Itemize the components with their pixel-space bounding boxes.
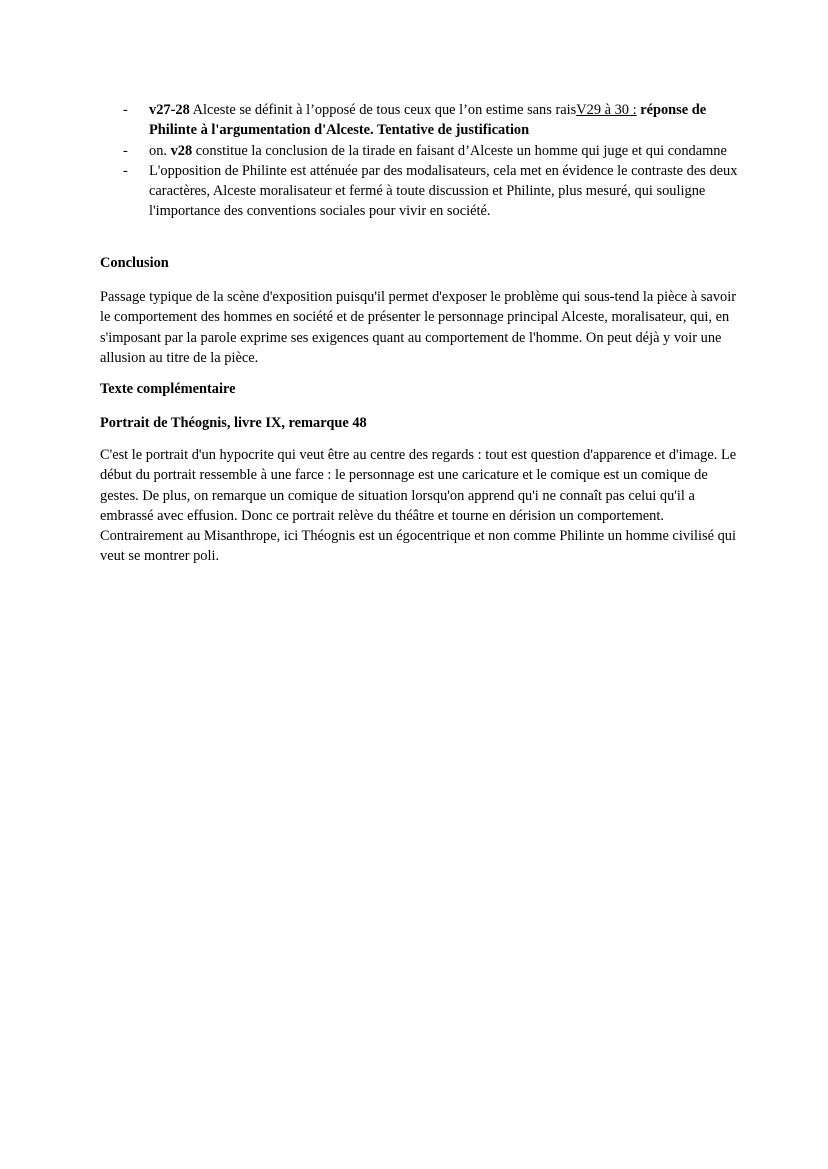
bullet-marker: - — [123, 102, 128, 118]
complementary-heading: Texte complémentaire — [100, 381, 236, 397]
bullet-text: constitue la conclusion de la tirade en faisant d’Alceste un homme qui juge et qui condamne — [192, 142, 727, 159]
conclusion-paragraph: Passage typique de la scène d'exposition puisqu'il permet d'exposer le problème qui sous-tend la pièce à savoir le comportement des hommes en société et de présenter le personnage principal Alceste, moralisateur, qui, en s'imposant par la parole exprime ses exigences quant au comportement de l'homme. On peut déjà y voir une allusion au titre de la pièce. — [100, 289, 736, 366]
list-item — [120, 141, 740, 161]
bullet-bold-text: réponse de Philinte à l'argumentation d'Alceste. Tentative de justification — [149, 102, 707, 139]
portrait-subheading: Portrait de Théognis, livre IX, remarque 48 — [100, 415, 367, 431]
bullet-text: Alceste se définit à l’opposé de tous ceux que l’on estime sans rais — [189, 102, 577, 118]
portrait-paragraph: C'est le portrait d'un hypocrite qui veut être au centre des regards : tout est question d'apparence et d'image. Le début du portrait ressemble à une farce : le personnage est une caricature et le comique est un comique de gestes. De plus, on remarque un comique de situation lorsqu'on apprend qu'i ne connaît pas celui qu'il a embrassé avec effusion. Donc ce portrait relève du théâtre et tourne en dérision un comportement. Contrairement au Misanthrope, ici Théognis est un égocentrique et non comme Philinte un homme civilisé qui veut se montrer poli. — [100, 447, 737, 565]
bullet-marker: - — [123, 162, 128, 179]
list-item — [120, 100, 740, 141]
verse-reference: v28 — [170, 142, 193, 159]
analysis-bullet-list — [120, 100, 740, 222]
bullet-prefix: on. — [149, 142, 171, 159]
conclusion-heading: Conclusion — [100, 255, 169, 271]
verse-reference: v27-28 — [149, 102, 190, 118]
verse-link[interactable]: V29 à 30 : — [576, 102, 637, 118]
bullet-text: L'opposition de Philinte est atténuée par des modalisateurs, cela met en évidence le contraste des deux caractères, Alceste moralisateur et fermé à toute discussion et Philinte, plus mesuré, qui souligne l'importance des conventions sociales pour vivir en société. — [149, 162, 738, 220]
bullet-marker: - — [123, 142, 128, 159]
list-item — [120, 161, 740, 222]
